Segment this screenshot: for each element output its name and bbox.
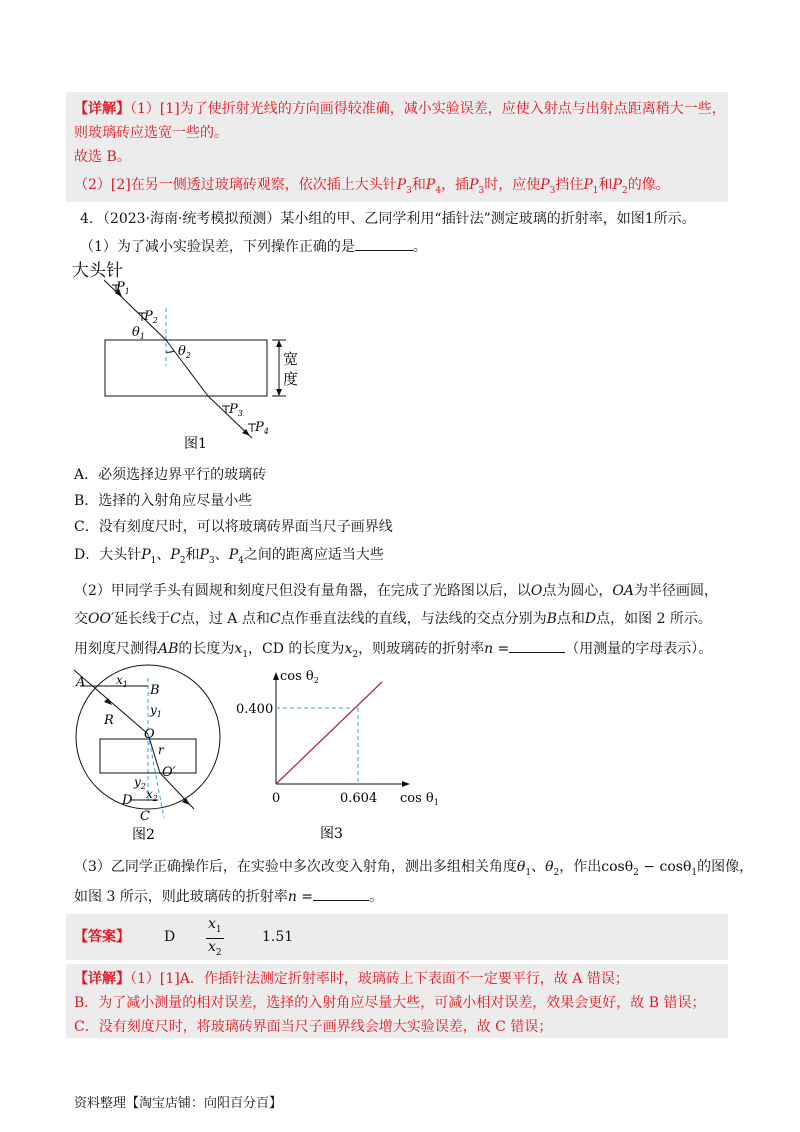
detail2-line-3: C．没有刻度尺时，将玻璃砖界面当尺子画界线会增大实验误差，故 C 错误； bbox=[74, 1019, 553, 1035]
part-3-line-2: 如图 3 所示，则此玻璃砖的折射率n = 。 bbox=[74, 886, 383, 908]
fig2-y2: $y_2$ bbox=[134, 775, 146, 791]
detail-line-2: 则玻璃砖应选宽一些的。 bbox=[74, 125, 228, 141]
fig2-x1: $x_1$ bbox=[116, 673, 128, 689]
fig3-caption: 图3 bbox=[320, 826, 343, 842]
fig3-x-tick: 0.604 bbox=[340, 791, 378, 806]
answer-tag: 【答案】 bbox=[74, 929, 130, 945]
fig2-o-prime: O′ bbox=[162, 765, 176, 780]
fig2-d: D bbox=[122, 793, 133, 808]
refracted-ray bbox=[166, 340, 208, 396]
fig2-b: B bbox=[150, 683, 160, 698]
detail2-line-2: B．为了减小测量的相对误差，选择的入射角应尽量大些，可减小相对误差，效果会更好，故 B 错误； bbox=[74, 995, 706, 1011]
detail-line-1: 【详解】（1）[1]为了使折射光线的方向画得较准确，减小实验误差，应使入射点与出射点距离稍大一些， bbox=[74, 101, 726, 117]
figure-3 bbox=[228, 664, 460, 844]
fig2-x2: $x_2$ bbox=[146, 787, 158, 803]
detail2-line-1: 【详解】（1）[1]A．作插针法测定折射率时，玻璃砖上下表面不一定要平行，故 A 错误； bbox=[74, 971, 629, 987]
question-part-1: （1）为了减小实验误差，下列操作正确的是 。 bbox=[80, 236, 427, 258]
fig1-theta1: $\theta_1$ bbox=[132, 325, 145, 341]
part-2-line-2: 交OO′延长线于C点，过 A 点和C点作垂直法线的直线，与法线的交点分别为B点和D点，如图 2 所示。 bbox=[74, 611, 712, 627]
answer-2-fraction: $x_1$ $x_2$ bbox=[208, 916, 222, 958]
answer-1: D bbox=[164, 929, 176, 945]
fig1-caption: 图1 bbox=[184, 436, 207, 452]
fig2-r: r bbox=[158, 743, 164, 757]
fig2-r-upper: R bbox=[104, 713, 114, 728]
fig3-y-label: $\cos \theta_2$ bbox=[280, 669, 319, 685]
detail-line-3: 故选 B。 bbox=[74, 149, 131, 165]
detail-line-4: （2）[2]在另一侧透过玻璃砖观察，依次插上大头针$P_3$和$P_4$，插$P_3$时，应使$P_3$挡住$P_1$和$P_2$的像。 bbox=[74, 177, 670, 196]
fig2-y1: $y_1$ bbox=[150, 703, 162, 719]
fig1-p1: $P_1$ bbox=[116, 280, 130, 296]
fig3-data-line bbox=[276, 682, 382, 784]
fig2-o: O bbox=[144, 727, 155, 742]
figure-2 bbox=[66, 664, 226, 844]
part-2-line-3: 用刻度尺测得AB的长度为$x_1$，CD 的长度为$x_2$，则玻璃砖的折射率n = （用测量的字母表示）。 bbox=[74, 638, 712, 666]
answer-blank-2[interactable] bbox=[509, 638, 565, 653]
fig2-c: C bbox=[140, 809, 150, 824]
footer: 资料整理【淘宝店铺：向阳百分百】 bbox=[74, 1096, 283, 1111]
option-b[interactable]: B．选择的入射角应尽量小些 bbox=[74, 493, 253, 509]
figure-1 bbox=[66, 258, 316, 454]
fig2-caption: 图2 bbox=[132, 827, 155, 843]
detail-tag: 【详解】 bbox=[74, 101, 130, 117]
option-a[interactable]: A．必须选择边界平行的玻璃砖 bbox=[74, 467, 267, 483]
fig3-y-tick: 0.400 bbox=[236, 702, 274, 717]
option-c[interactable]: C．没有刻度尺时，可以将玻璃砖界面当尺子画界线 bbox=[74, 519, 393, 535]
fig3-x-label: $\cos \theta_1$ bbox=[400, 791, 439, 807]
fig1-p2: $P_2$ bbox=[144, 309, 158, 325]
fig1-width-2: 度 bbox=[283, 370, 299, 388]
fig2-a: A bbox=[76, 675, 86, 690]
answer-3: 1.51 bbox=[262, 929, 294, 945]
answer-blank-1[interactable] bbox=[355, 236, 413, 251]
fig3-origin: 0 bbox=[272, 791, 281, 806]
fig1-p3: $P_3$ bbox=[229, 402, 243, 418]
fig1-width-1: 宽 bbox=[283, 350, 299, 368]
part-3-line-1: （3）乙同学正确操作后，在实验中多次改变入射角，测出多组相关角度$\theta_1$、$\theta_2$，作出cosθ$_2$ − cosθ$_1$的图像， bbox=[74, 859, 754, 878]
part-2-line-1: （2）甲同学手头有圆规和刻度尺但没有量角器，在完成了光路图以后，以O点为圆心，OA为半径画圆， bbox=[74, 583, 718, 599]
fig1-label-pins: 大头针 bbox=[72, 261, 123, 281]
option-d[interactable]: D．大头针$P_1$、$P_2$和$P_3$、$P_4$之间的距离应适当大些 bbox=[74, 547, 384, 566]
fig1-theta2: $\theta_2$ bbox=[178, 344, 191, 360]
fig1-p4: $P_4$ bbox=[255, 420, 269, 436]
glass-block bbox=[105, 340, 267, 396]
answer-blank-3[interactable] bbox=[313, 886, 369, 901]
question-stem: 4．（2023·海南·统考模拟预测）某小组的甲、乙同学利用“插针法”测定玻璃的折射率，如图1所示。 bbox=[80, 211, 696, 227]
